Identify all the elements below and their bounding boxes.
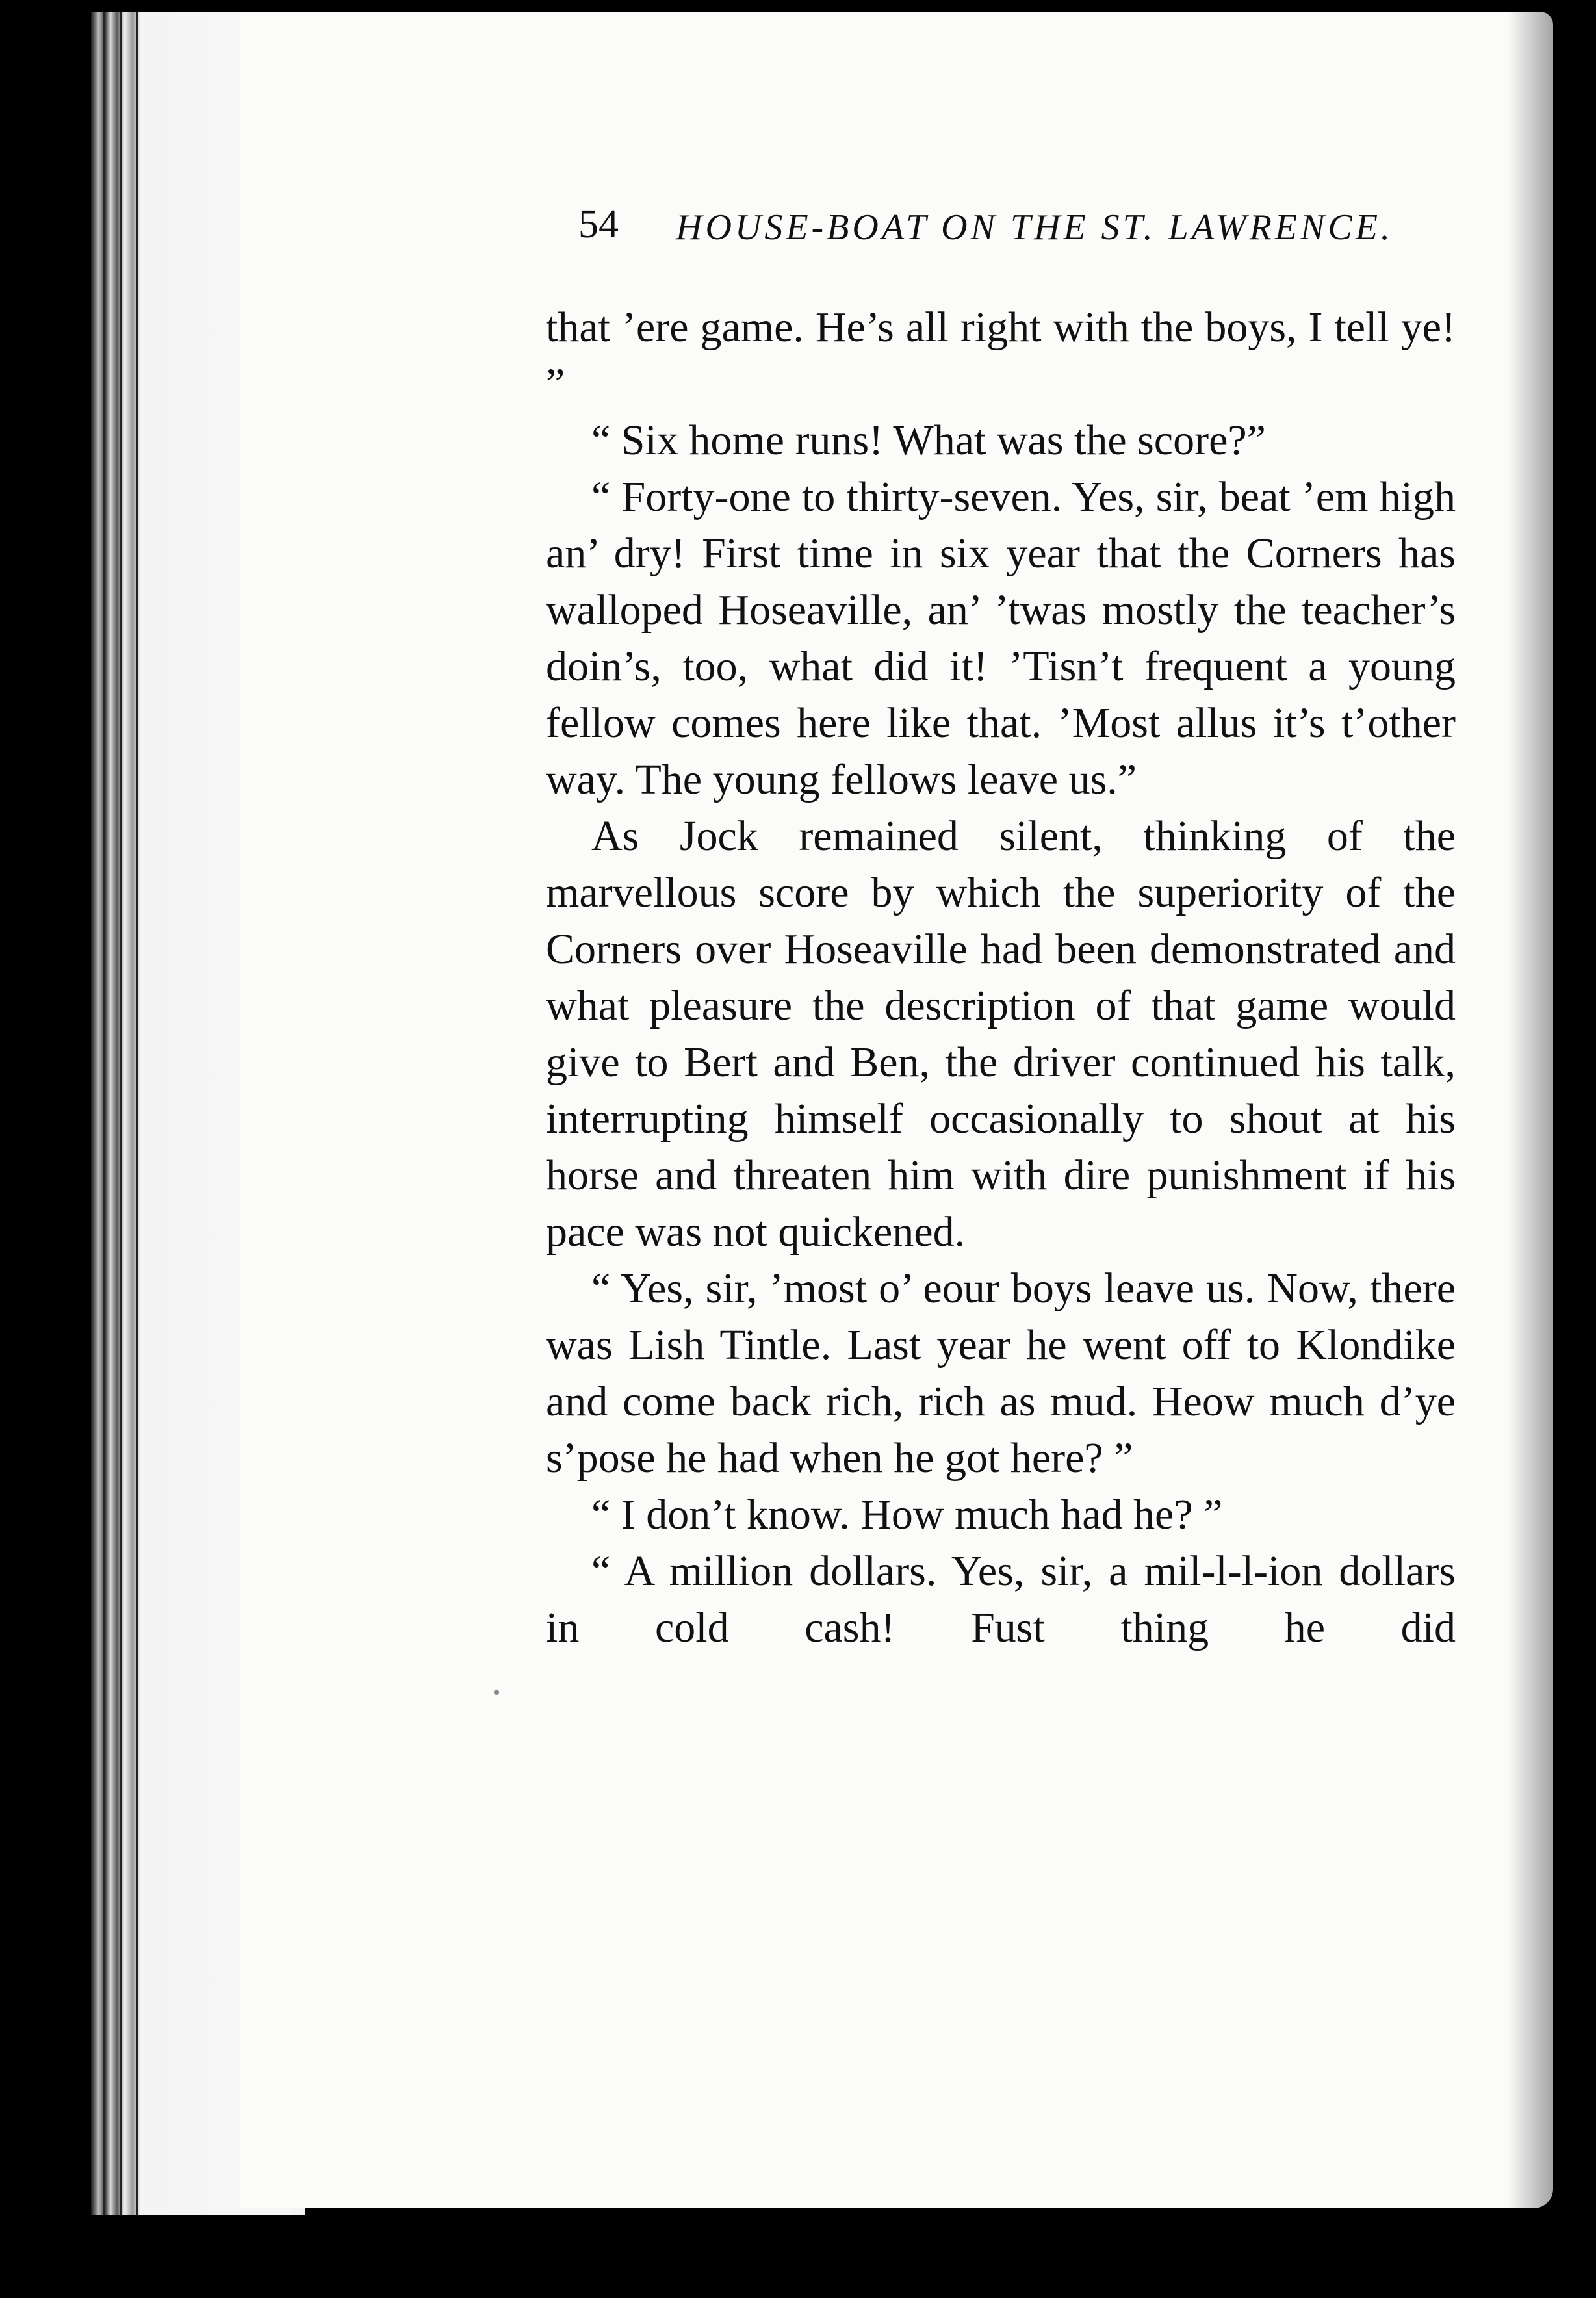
paragraph: “ A million dollars. Yes, sir, a mil-l-l-ion dollars in cold cash! Fust thing he did	[546, 1547, 1456, 1651]
paragraph: As Jock remained silent, thinking of the marvellous score by which the superiority of the Corners over Hoseaville had been demonstrated and what pleasure the description of that game would give to Bert and Ben, the driver continued his talk, interrupting himself occasionally to shout at his horse and threaten him with dire punishment if his pace was not quickened.	[546, 812, 1456, 1256]
page-edge-line	[120, 12, 122, 2215]
paragraph: “ Forty-one to thirty-seven. Yes, sir, beat ’em high an’ dry! First time in six year that the Corners has walloped Hoseaville, an’ ’twas mostly the teacher’s doin’s, too, what did it! ’Tisn’t frequent a young fellow comes here like that. ’Most allus it’s t’other way. The young fellows leave us.”	[546, 473, 1456, 803]
book-title: HOUSE-BOAT ON THE ST. LAWRENCE.	[676, 207, 1393, 248]
paragraph: “ Yes, sir, ’most o’ eour boys leave us. Now, there was Lish Tintle. Last year he went off to Klondike and come back rich, rich as mud. Heow much d’ye s’pose he had when he got here? ”	[546, 1265, 1456, 1482]
page-shadow	[1508, 12, 1553, 2208]
paragraph: “ Six home runs! What was the score?”	[591, 417, 1266, 464]
paragraph: that ’ere game. He’s all right with the boys, I tell ye! ”	[546, 303, 1456, 407]
paragraph: “ I don’t know. How much had he? ”	[591, 1491, 1223, 1538]
body-text	[546, 299, 1456, 1656]
running-head	[338, 201, 1443, 266]
page-number: 54	[578, 202, 619, 246]
scan-speck	[494, 1690, 499, 1695]
page-edge-line	[136, 12, 138, 2215]
page-edge-line	[103, 12, 105, 2215]
